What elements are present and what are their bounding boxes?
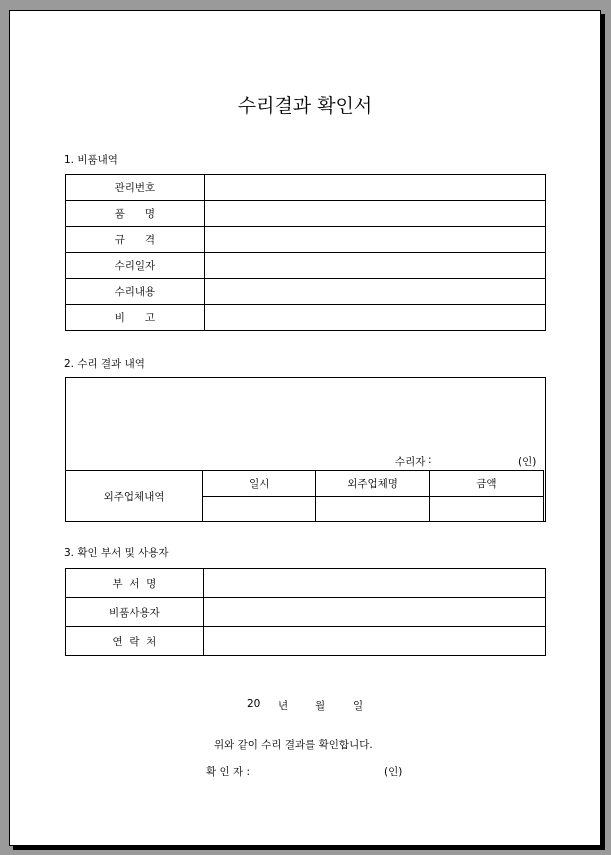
table-row <box>66 201 546 227</box>
label-item-name: 품 명 <box>66 201 205 227</box>
confirmer-label: 확 인 자 : <box>206 766 250 778</box>
label-management-number: 관리번호 <box>66 175 205 201</box>
table-row <box>66 253 546 279</box>
label-specification: 규 격 <box>66 227 205 253</box>
value-repair-date[interactable] <box>204 253 545 279</box>
table-row <box>66 569 546 598</box>
outsource-label: 외주업체내역 <box>66 471 203 522</box>
value-contact[interactable] <box>203 627 545 656</box>
value-datetime[interactable] <box>203 497 316 522</box>
confirm-table <box>65 568 546 656</box>
repairer-label: 수리자 <box>395 456 426 468</box>
label-remarks: 비 고 <box>66 305 205 331</box>
repairer-colon: : <box>428 454 432 466</box>
value-amount[interactable] <box>429 497 543 522</box>
column-header-datetime: 일시 <box>203 471 316 497</box>
label-contact: 연 락 처 <box>66 627 204 656</box>
value-management-number[interactable] <box>204 175 545 201</box>
page-shadow-right <box>601 14 605 850</box>
table-row <box>66 279 546 305</box>
value-remarks[interactable] <box>204 305 545 331</box>
outsource-table <box>65 470 544 522</box>
repairer-seal: (인) <box>518 456 537 468</box>
label-repair-content: 수리내용 <box>66 279 205 305</box>
section3-heading: 3. 확인 부서 및 사용자 <box>64 547 169 559</box>
value-specification[interactable] <box>204 227 545 253</box>
table-row <box>66 227 546 253</box>
table-row <box>66 305 546 331</box>
confirmation-statement: 위와 같이 수리 결과를 확인합니다. <box>214 739 373 751</box>
column-header-amount: 금액 <box>429 471 543 497</box>
value-item-user[interactable] <box>203 598 545 627</box>
confirmer-seal: (인) <box>384 766 403 778</box>
date-day: 일 <box>353 700 364 712</box>
table-row <box>66 471 544 497</box>
value-department[interactable] <box>203 569 545 598</box>
section2-heading: 2. 수리 결과 내역 <box>64 358 145 370</box>
value-vendor[interactable] <box>316 497 429 522</box>
table-row <box>66 598 546 627</box>
page-shadow-bottom <box>13 846 605 850</box>
item-details-table <box>65 174 546 331</box>
table-row <box>66 175 546 201</box>
label-department: 부 서 명 <box>66 569 204 598</box>
repair-result-box <box>65 377 546 522</box>
date-month: 월 <box>315 700 326 712</box>
value-item-name[interactable] <box>204 201 545 227</box>
value-repair-content[interactable] <box>204 279 545 305</box>
label-repair-date: 수리일자 <box>66 253 205 279</box>
document-page <box>9 10 601 846</box>
date-year: 년 <box>278 700 289 712</box>
table-row <box>66 627 546 656</box>
section1-heading: 1. 비품내역 <box>64 154 118 166</box>
label-item-user: 비품사용자 <box>66 598 204 627</box>
column-header-vendor: 외주업체명 <box>316 471 429 497</box>
document-title: 수리결과 확인서 <box>237 95 373 117</box>
date-year-prefix: 20 <box>247 698 261 710</box>
